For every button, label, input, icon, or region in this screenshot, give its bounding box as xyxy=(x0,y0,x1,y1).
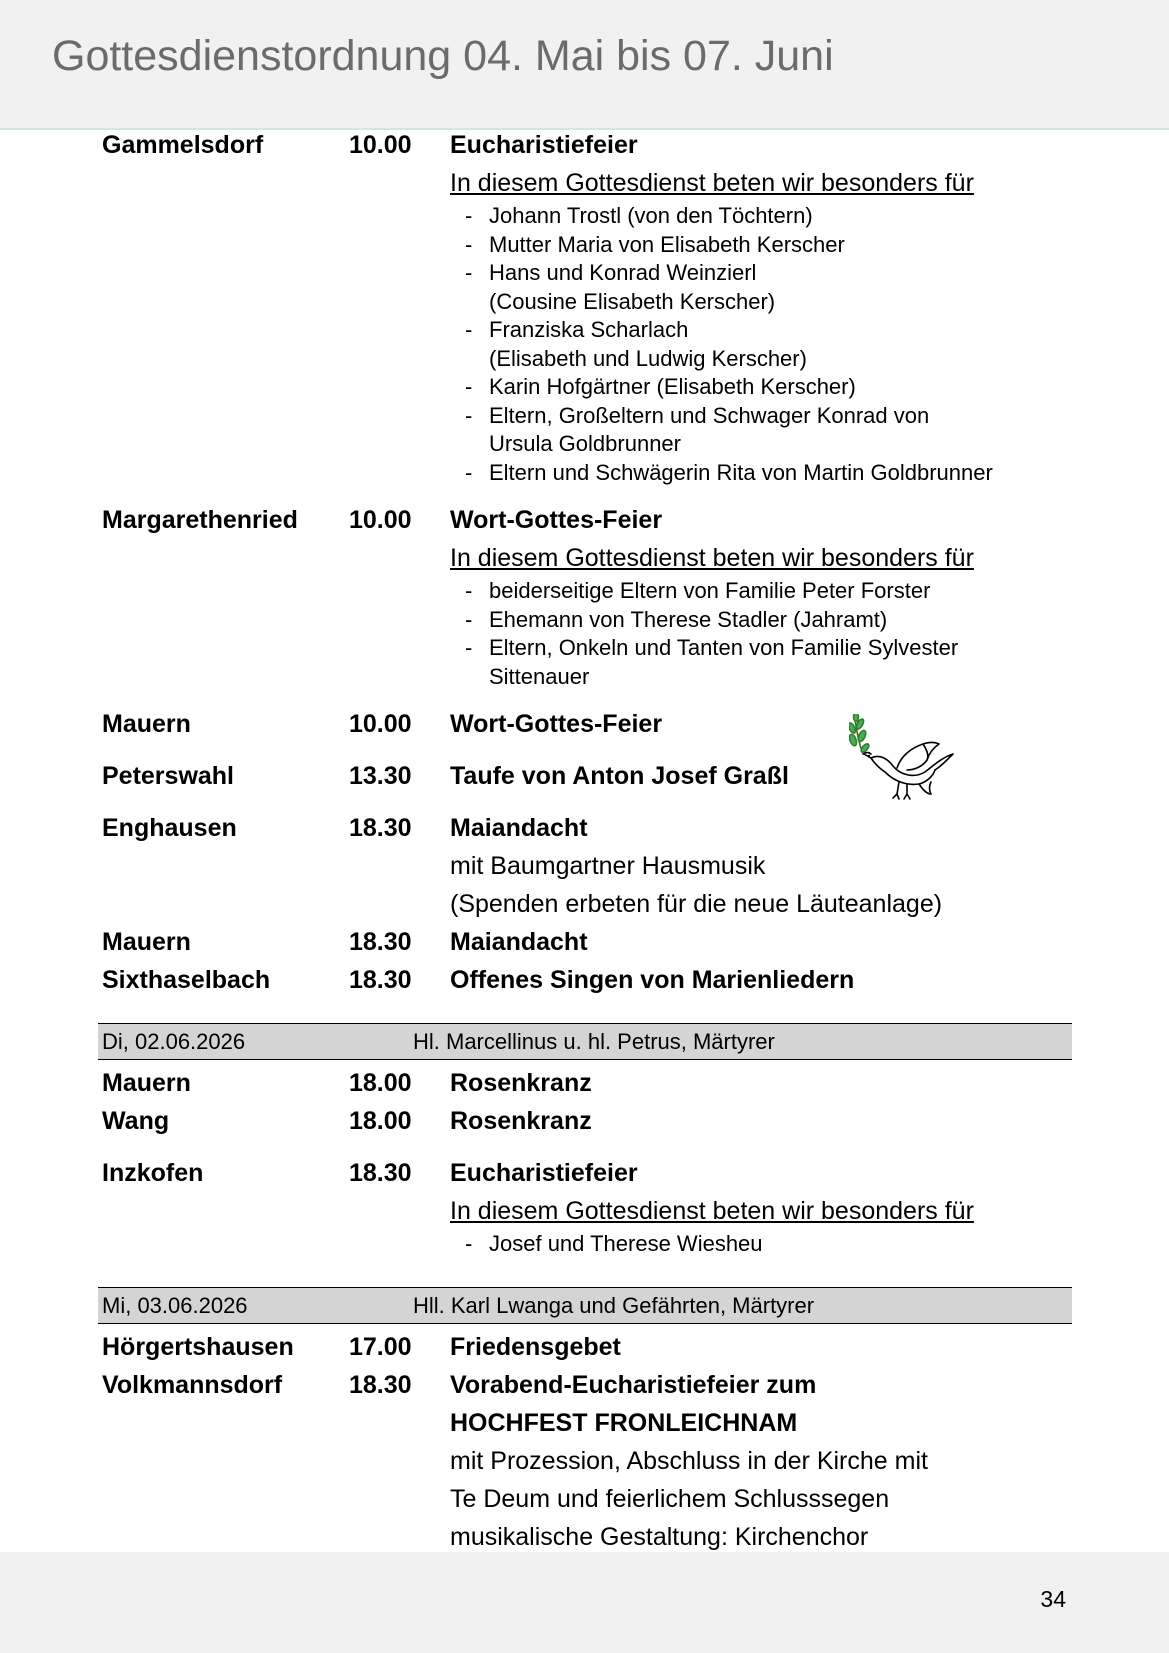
service-row xyxy=(102,126,1072,164)
service-location: Enghausen xyxy=(102,814,237,842)
intention-heading: In diesem Gottesdienst beten wir besonders für xyxy=(450,169,974,197)
service-title: Maiandacht xyxy=(450,814,588,842)
service-location: Sixthaselbach xyxy=(102,966,271,994)
dove-with-olive-branch-icon xyxy=(849,714,959,804)
service-location: Gammelsdorf xyxy=(102,131,264,159)
service-time: 10.00 xyxy=(349,506,412,534)
bullet-dash: - xyxy=(465,231,473,257)
service-time: 10.00 xyxy=(349,131,412,159)
service-location: Mauern xyxy=(102,928,191,956)
service-row xyxy=(102,1328,1072,1366)
intention-item: - Josef und Therese Wiesheu xyxy=(450,1230,1072,1259)
bullet-dash: - xyxy=(465,578,473,603)
page-number: 34 xyxy=(1040,1586,1066,1612)
service-location: Volkmannsdorf xyxy=(102,1370,283,1399)
service-title: Rosenkranz xyxy=(450,1069,592,1097)
intention-heading: In diesem Gottesdienst beten wir besonders für xyxy=(450,544,974,572)
service-title: Offenes Singen von Marienliedern xyxy=(450,966,855,994)
service-row xyxy=(102,923,1072,961)
service-row xyxy=(102,961,1072,999)
service-row xyxy=(102,1064,1072,1102)
day-saint: Hll. Karl Lwanga und Gefährten, Märtyrer xyxy=(413,1292,815,1318)
service-title: Wort-Gottes-Feier xyxy=(450,710,663,738)
service-time: 17.00 xyxy=(349,1332,412,1361)
intention-item: - Hans und Konrad Weinzierl (Cousine Elisabeth Kerscher) xyxy=(465,260,776,314)
bullet-dash: - xyxy=(465,635,473,660)
service-location: Mauern xyxy=(102,710,191,738)
intention-item: - Eltern, Großeltern und Schwager Konrad von Ursula Goldbrunner xyxy=(465,402,930,456)
service-title: Friedensgebet xyxy=(450,1332,621,1361)
service-time: 13.30 xyxy=(349,762,412,790)
service-time: 18.30 xyxy=(349,1370,412,1399)
day-date: Di, 02.06.2026 xyxy=(102,1029,246,1054)
service-schedule xyxy=(102,126,1072,1556)
service-location: Wang xyxy=(102,1107,170,1135)
service-row xyxy=(102,1102,1072,1140)
service-time: 18.30 xyxy=(349,966,412,994)
service-row xyxy=(102,1154,1072,1192)
service-title: Rosenkranz xyxy=(450,1107,592,1135)
bullet-dash: - xyxy=(465,402,473,428)
service-title: Wort-Gottes-Feier xyxy=(450,506,663,534)
service-time: 18.00 xyxy=(349,1069,412,1097)
service-location: Inzkofen xyxy=(102,1159,204,1187)
service-location: Mauern xyxy=(102,1069,191,1097)
page-footer xyxy=(0,1552,1169,1653)
service-row xyxy=(102,501,1072,539)
bullet-dash: - xyxy=(465,606,473,632)
day-date: Mi, 03.06.2026 xyxy=(102,1292,248,1318)
service-title: Eucharistiefeier xyxy=(450,1159,638,1187)
page-header xyxy=(0,0,1169,130)
intention-list xyxy=(102,1230,1072,1259)
bullet-dash: - xyxy=(465,459,473,485)
intention-item: - Eltern und Schwägerin Rita von Martin Goldbrunner xyxy=(450,459,1072,488)
service-note: (Spenden erbeten für die neue Läuteanlage) xyxy=(450,890,943,918)
service-location: Margarethenried xyxy=(102,506,298,534)
intention-item: - Johann Trostl (von den Töchtern) xyxy=(450,202,1072,231)
service-title: Taufe von Anton Josef Graßl xyxy=(450,762,789,790)
service-note: musikalische Gestaltung: Kirchenchor xyxy=(450,1522,869,1551)
service-row xyxy=(102,809,1072,847)
day-saint: Hl. Marcellinus u. hl. Petrus, Märtyrer xyxy=(413,1029,775,1054)
intention-item: - Franziska Scharlach (Elisabeth und Ludwig Kerscher) xyxy=(465,317,807,371)
bullet-dash: - xyxy=(465,203,473,228)
intention-list xyxy=(102,577,1072,691)
bullet-dash: - xyxy=(465,260,473,285)
service-note: Te Deum und feierlichem Schlusssegen xyxy=(450,1484,890,1513)
day-header xyxy=(98,1023,1072,1060)
service-title: Eucharistiefeier xyxy=(450,131,638,159)
intention-item: - Mutter Maria von Elisabeth Kerscher xyxy=(450,231,1072,260)
service-note: mit Prozession, Abschluss in der Kirche mit xyxy=(450,1446,928,1475)
day-header xyxy=(98,1287,1072,1324)
service-time: 18.30 xyxy=(349,1159,412,1187)
service-note: mit Baumgartner Hausmusik xyxy=(450,852,766,880)
intention-list xyxy=(102,202,1072,487)
service-location: Peterswahl xyxy=(102,762,235,790)
intention-heading: In diesem Gottesdienst beten wir besonders für xyxy=(450,1197,974,1225)
service-title: Vorabend-Eucharistiefeier zum xyxy=(450,1370,817,1399)
service-location: Hörgertshausen xyxy=(102,1332,294,1361)
intention-item: - beiderseitige Eltern von Familie Peter Forster xyxy=(450,577,1072,606)
intention-item: - Eltern, Onkeln und Tanten von Familie Sylvester Sittenauer xyxy=(465,635,959,689)
service-time: 18.30 xyxy=(349,814,412,842)
service-title-continued: HOCHFEST FRONLEICHNAM xyxy=(450,1408,798,1437)
service-time: 10.00 xyxy=(349,710,412,738)
service-time: 18.30 xyxy=(349,928,412,956)
service-title: Maiandacht xyxy=(450,928,588,956)
intention-item: - Ehemann von Therese Stadler (Jahramt) xyxy=(450,606,1072,635)
bullet-dash: - xyxy=(465,1231,473,1256)
page-title: Gottesdienstordnung 04. Mai bis 07. Juni xyxy=(52,32,834,80)
bullet-dash: - xyxy=(465,374,473,399)
service-time: 18.00 xyxy=(349,1107,412,1135)
intention-item: - Karin Hofgärtner (Elisabeth Kerscher) xyxy=(450,373,1072,402)
bullet-dash: - xyxy=(465,317,473,342)
service-row xyxy=(102,1366,1072,1404)
